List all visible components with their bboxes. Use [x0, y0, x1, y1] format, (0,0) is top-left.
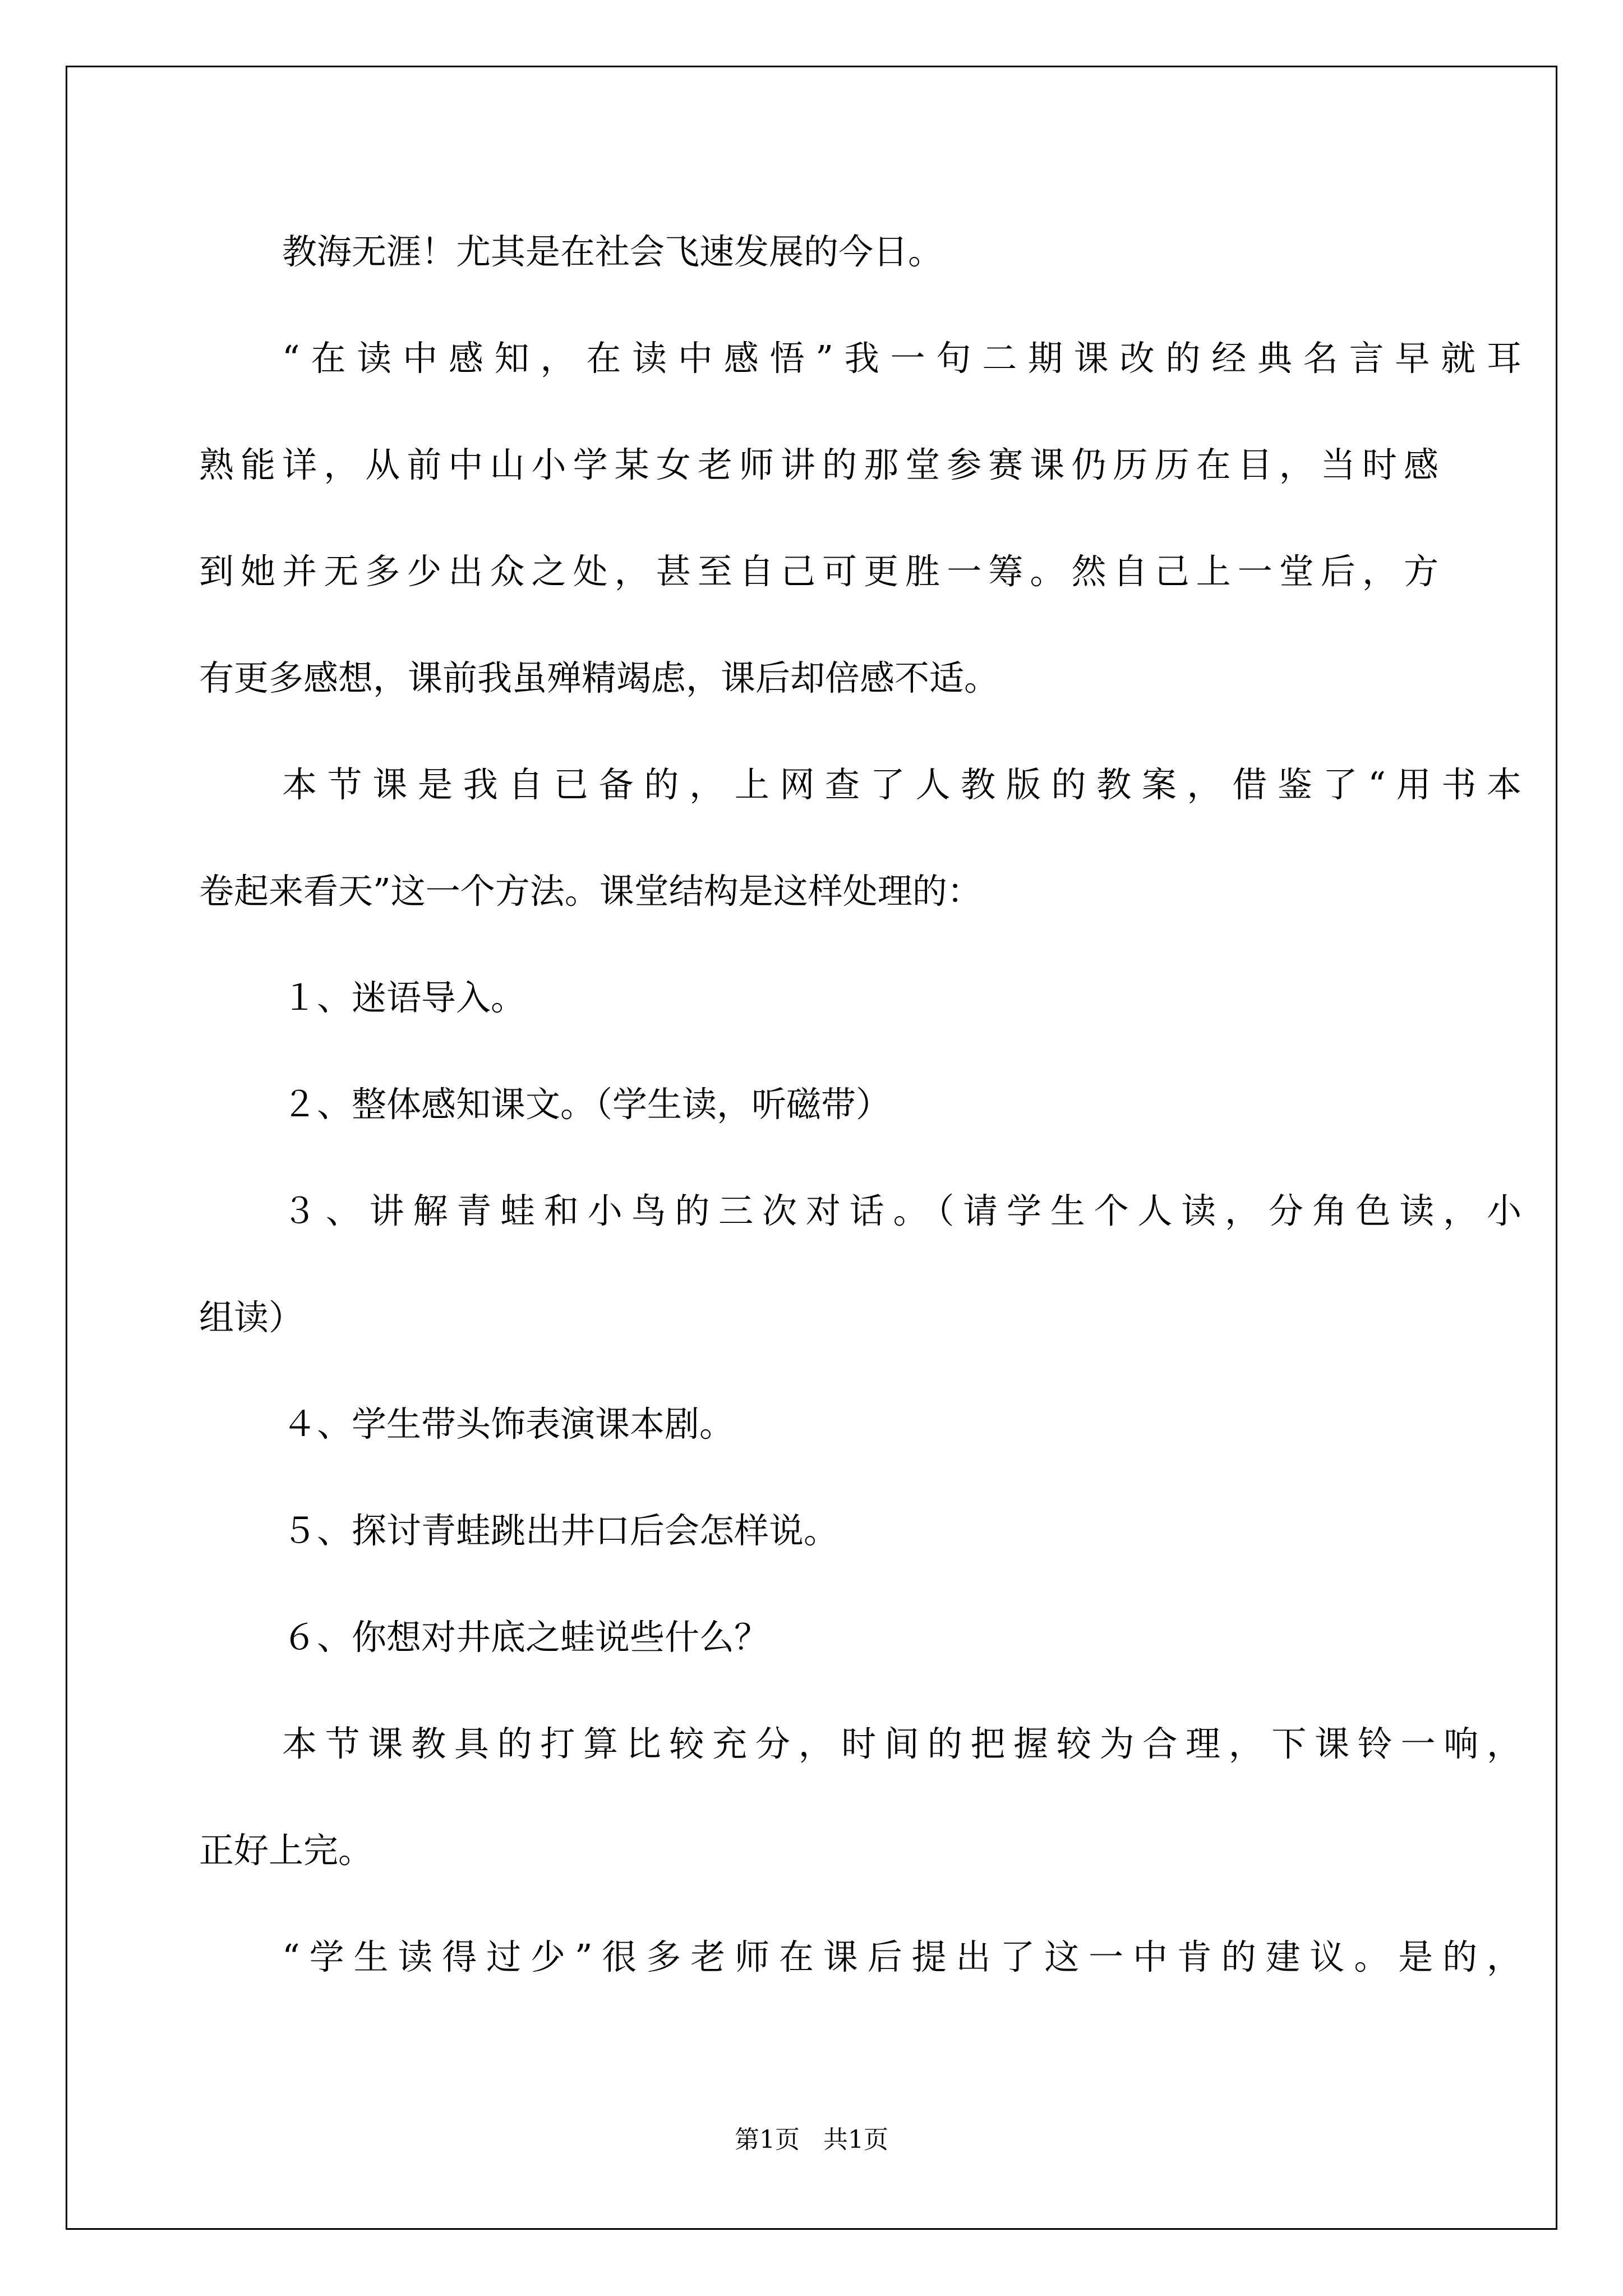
page-footer: 第1页 共1页 — [735, 2125, 888, 2154]
text-line: 卷起来看天”这一个方法。课堂结构是这样处理的： — [199, 871, 982, 912]
text-line: 熟能详，从前中山小学某女老师讲的那堂参赛课仍历历在目，当时感 — [199, 444, 1438, 485]
list-item: ５、探讨青蛙跳出井口后会怎样说。 — [282, 1510, 839, 1551]
list-item: １、迷语导入。 — [282, 977, 526, 1018]
list-item: ６、你想对井底之蛙说些什么？ — [282, 1617, 769, 1658]
text-line: 教海无涯！尤其是在社会飞速发展的今日。 — [282, 231, 943, 272]
list-item: ２、整体感知课文。（学生读，听磁带） — [282, 1084, 891, 1125]
text-line: 到她并无多少出众之处，甚至自己可更胜一筹。然自己上一堂后，方 — [199, 551, 1438, 592]
text-line: “学生读得过少”很多老师在课后提出了这一中肯的建议。是的， — [282, 1936, 1521, 1977]
text-line: 有更多感想，课前我虽殚精竭虑，课后却倍感不适。 — [199, 657, 999, 698]
list-item: ３、讲解青蛙和小鸟的三次对话。（请学生个人读，分角色读，小 — [282, 1190, 1521, 1231]
text-line: 正好上完。 — [199, 1830, 374, 1871]
text-line: 本节课是我自已备的，上网查了人教版的教案，借鉴了“用书本 — [282, 764, 1521, 805]
text-line: “在读中感知，在读中感悟”我一句二期课改的经典名言早就耳 — [282, 338, 1521, 379]
text-line: 组读） — [199, 1297, 304, 1338]
page-border — [66, 66, 1557, 2230]
list-item: ４、学生带头饰表演课本剧。 — [282, 1404, 735, 1444]
text-line: 本节课教具的打算比较充分，时间的把握较为合理，下课铃一响， — [282, 1723, 1521, 1764]
